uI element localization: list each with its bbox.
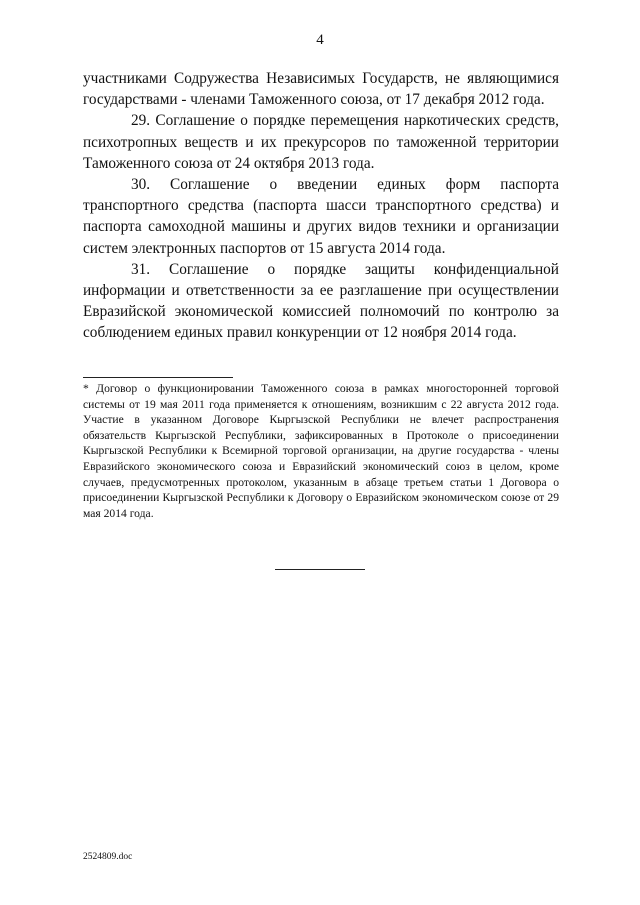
page-number: 4: [316, 32, 324, 48]
footnote: [83, 381, 559, 521]
paragraph-item-30: 30. Соглашение о введении единых форм паспорта транспортного средства (паспорта шасси транспортного средства) и паспорта самоходной машины и других видов техники и организации систем электронных паспортов от 15 августа 2014 года.: [83, 176, 559, 257]
paragraph-item-29: 29. Соглашение о порядке перемещения наркотических средств, психотропных веществ и их прекурсоров по таможенной территории Таможенного союза от 24 октября 2013 года.: [83, 112, 559, 172]
main-text: [83, 68, 559, 344]
paragraph-item-31: 31. Соглашение о порядке защиты конфиденциальной информации и ответственности за ее разглашение при осуществлении Евразийской экономической комиссией полномочий по контролю за соблюдением единых правил конкуренции от 12 ноября 2014 года.: [83, 260, 559, 342]
paragraph-continuation: участниками Содружества Независимых Государств, не являющимися государствами - членами Таможенного союза, от 17 декабря 2012 года.: [83, 70, 559, 109]
document-id: 2524809.doc: [83, 852, 133, 862]
end-divider: [275, 569, 365, 570]
footnote-text: * Договор о функционировании Таможенного союза в рамках многосторонней торговой системы от 19 мая 2011 года применяется к отношениям, возникшим с 22 августа 2012 года. Участие в указанном Договоре Кыргызской Республики не влечет распространения обязательств Кыргызской Республики, зафиксированных в Протоколе о присоединении Кыргызской Республики к Всемирной торговой организации, на другие государства - члены Евразийского экономического союза и Евразийский экономический союз в целом, кроме случаев, предусмотренных протоколом, указанным в абзаце третьем статьи 1 Договора о присоединении Кыргызской Республики к Договору о Евразийском экономическом союзе от 29 мая 2014 года.: [83, 382, 559, 520]
footnote-separator: [83, 377, 233, 378]
